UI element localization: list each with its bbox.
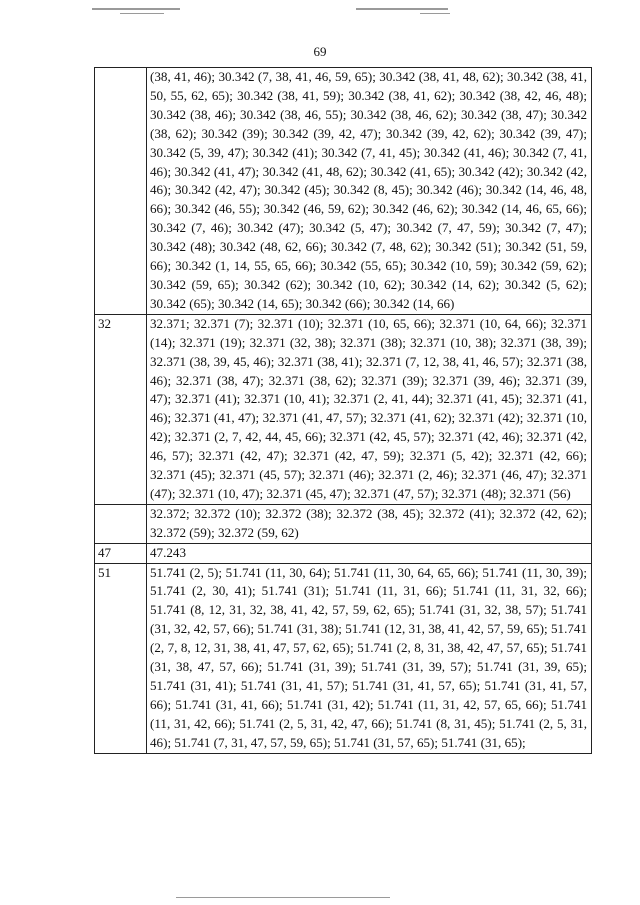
row-text: (38, 41, 46); 30.342 (7, 38, 41, 46, 59, 65); 30.342 (38, 41, 48, 62); 30.342 (38, 41, 50, 55, 62, 65); 30.342 (38, 41, 59); 30.342 (38, 41, 62); 30.342 (38, 42, 46, 48); 30.342 (38, 46); 30.342 (38, 46, 55); 30.342 (38, 46, 62); 30.342 (38, 47); 30.342 (38, 62); 30.342 (39); 30.342 (39, 42, 47); 30.342 (39, 42, 62); 30.342 (39, 47); 30.342 (5, 39, 47); 30.342 (41); 30.342 (7, 41, 45); 30.342 (41, 46); 30.342 (7, 41, 46); 30.342 (41, 47); 30.342 (41, 48, 62); 30.342 (41, 65); 30.342 (42); 30.342 (42, 46); 30.342 (42, 47); 30.342 (45); 30.342 (8, 45); 30.342 (46); 30.342 (14, 46, 48, 66); 30.342 (46, 55); 30.342 (46, 59, 62); 30.342 (46, 62); 30.342 (14, 46, 65, 66); 30.342 (7, 46); 30.342 (47); 30.342 (5, 47); 30.342 (7, 47, 59); 30.342 (7, 47); 30.342 (48); 30.342 (48, 62, 66); 30.342 (7, 48, 62); 30.342 (51); 30.342 (51, 59, 66); 30.342 (1, 14, 55, 65, 66); 30.342 (55, 65); 30.342 (10, 59); 30.342 (59, 62); 30.342 (59, 65); 30.342 (62); 30.342 (10, 62); 30.342 (14, 62); 30.342 (5, 62); 30.342 (65); 30.342 (14, 65); 30.342 (66); 30.342 (14, 66) xyxy=(147,68,592,315)
row-text: 47.243 xyxy=(147,543,592,563)
bottom-scan-rule xyxy=(176,897,390,898)
page-number: 69 xyxy=(313,44,327,59)
scan-artifact-right-tail xyxy=(420,13,450,14)
row-text: 32.371; 32.371 (7); 32.371 (10); 32.371 (10, 65, 66); 32.371 (10, 64, 66); 32.371 (14); 32.371 (19); 32.371 (32, 38); 32.371 (38); 32.371 (10, 38); 32.371 (38, 39); 32.371 (38, 39, 45, 46); 32.371 (38, 41); 32.371 (7, 12, 38, 41, 46, 57); 32.371 (38, 46); 32.371 (38, 47); 32.371 (38, 62); 32.371 (39); 32.371 (39, 46); 32.371 (39, 47); 32.371 (41); 32.371 (10, 41); 32.371 (2, 41, 44); 32.371 (41, 45); 32.371 (41, 46); 32.371 (41, 47); 32.371 (41, 47, 57); 32.371 (41, 62); 32.371 (42); 32.371 (10, 42); 32.371 (2, 7, 42, 44, 45, 66); 32.371 (42, 45, 57); 32.371 (42, 46); 32.371 (42, 46, 57); 32.371 (42, 47); 32.371 (42, 47, 59); 32.371 (5, 42); 32.371 (42, 66); 32.371 (45); 32.371 (45, 57); 32.371 (46); 32.371 (2, 46); 32.371 (46, 47); 32.371 (47); 32.371 (10, 47); 32.371 (45, 47); 32.371 (47, 57); 32.371 (48); 32.371 (56) xyxy=(147,314,592,504)
row-code: 51 xyxy=(95,563,147,753)
table-row xyxy=(95,504,592,543)
table-row xyxy=(95,314,592,504)
row-code xyxy=(95,504,147,543)
table-row xyxy=(95,543,592,563)
row-text: 51.741 (2, 5); 51.741 (11, 30, 64); 51.741 (11, 30, 64, 65, 66); 51.741 (11, 30, 39); 51.741 (2, 30, 41); 51.741 (31); 51.741 (11, 31, 66); 51.741 (11, 31, 32, 66); 51.741 (8, 12, 31, 32, 38, 41, 42, 57, 59, 62, 65); 51.741 (31, 32, 38, 57); 51.741 (31, 32, 42, 57, 66); 51.741 (31, 38); 51.741 (12, 31, 38, 41, 42, 57, 59, 65); 51.741 (2, 7, 8, 12, 31, 38, 41, 47, 57, 62, 65); 51.741 (2, 8, 31, 38, 42, 47, 57, 65); 51.741 (31, 38, 47, 57, 66); 51.741 (31, 39); 51.741 (31, 39, 57); 51.741 (31, 39, 65); 51.741 (31, 41); 51.741 (31, 41, 57); 51.741 (31, 41, 57, 65); 51.741 (31, 41, 57, 66); 51.741 (31, 41, 66); 51.741 (31, 42); 51.741 (11, 31, 42, 57, 65, 66); 51.741 (11, 31, 42, 66); 51.741 (2, 5, 31, 42, 47, 66); 51.741 (8, 31, 45); 51.741 (2, 5, 31, 46); 51.741 (7, 31, 47, 57, 59, 65); 51.741 (31, 57, 65); 51.741 (31, 65); xyxy=(147,563,592,753)
table-row xyxy=(95,68,592,315)
scan-artifact-right xyxy=(356,8,448,10)
row-text: 32.372; 32.372 (10); 32.372 (38); 32.372 (38, 45); 32.372 (41); 32.372 (42, 62); 32.372 (59); 32.372 (59, 62) xyxy=(147,504,592,543)
scan-artifact-left xyxy=(92,8,180,10)
row-code: 32 xyxy=(95,314,147,504)
row-code: 47 xyxy=(95,543,147,563)
row-code xyxy=(95,68,147,315)
codes-table xyxy=(94,67,592,754)
scan-artifact-left-tail xyxy=(120,13,164,14)
table-row xyxy=(95,563,592,753)
